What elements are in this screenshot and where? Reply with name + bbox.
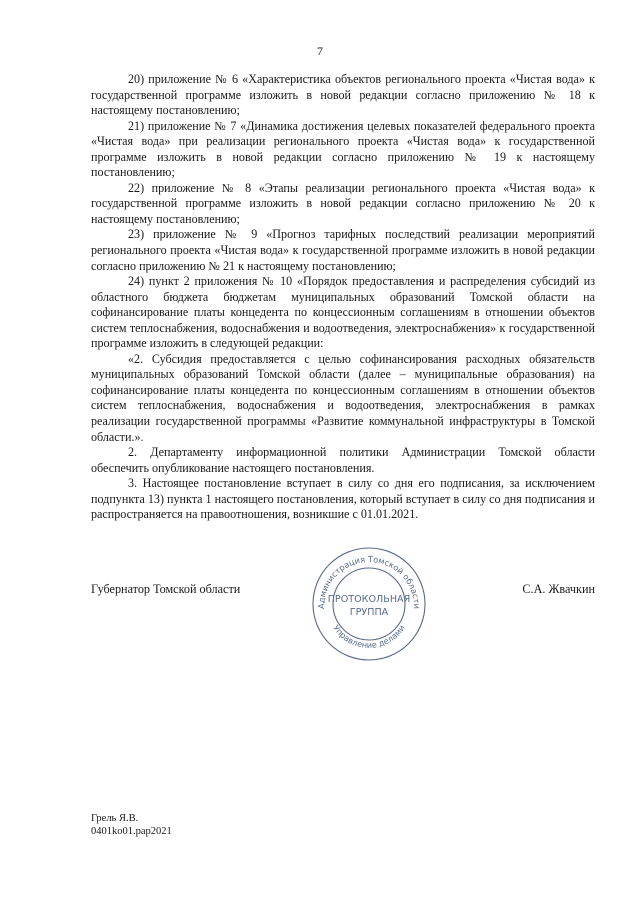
stamp-ring-bottom-text: Управление делами: [331, 622, 407, 650]
paragraph-section-2: 2. Департаменту информационной политики Администрации Томской области обеспечить опубликование настоящего постановления.: [91, 445, 595, 475]
footer-info: [91, 812, 172, 838]
official-stamp: [310, 545, 428, 663]
paragraph-item-20: 20) приложение № 6 «Характеристика объектов регионального проекта «Чистая вода» к государственной программе изложить в новой редакции согласно приложению № 18 к настоящему постановлению;: [91, 72, 595, 118]
paragraph-item-21: 21) приложение № 7 «Динамика достижения целевых показателей федерального проекта «Чистая вода» при реализации регионального проекта «Чистая вода» к государственной программе изложить в новой редакции согласно приложению № 19 к настоящему постановлению;: [91, 118, 595, 180]
signature-name: С.А. Жвачкин: [522, 582, 595, 596]
footer-file: 0401ko01.pap2021: [91, 826, 172, 837]
stamp-line-2: ГРУППА: [349, 607, 389, 618]
paragraph-quoted-subsidy: «2. Субсидия предоставляется с целью софинансирования расходных обязательств муниципальных образований Томской области (далее – муниципальные образования) на софинансирование платы концедента по концессионным соглашениям в отношении объектов систем теплоснабжения, водоснабжения и водоотведения, электроснабжения в рамках реализации государственной программы «Развитие коммунальной инфраструктуры в Томской области.».: [91, 351, 595, 444]
page-number: 7: [317, 44, 323, 58]
stamp-line-1: ПРОТОКОЛЬНАЯ: [327, 594, 411, 605]
paragraph-item-24: 24) пункт 2 приложения № 10 «Порядок предоставления и распределения субсидий из областного бюджета бюджетам муниципальных образований Томской области на софинансирование платы концедента по концессионным соглашениям в отношении объектов систем теплоснабжения, водоснабжения и водоотведения, электроснабжения» к государственной программе изложить в следующей редакции:: [91, 274, 595, 351]
paragraph-item-23: 23) приложение № 9 «Прогноз тарифных последствий реализации мероприятий регионального проекта «Чистая вода» к государственной программе изложить в новой редакции согласно приложению № 21 к настоящему постановлению;: [91, 227, 595, 273]
paragraph-item-22: 22) приложение № 8 «Этапы реализации регионального проекта «Чистая вода» к государственной программе изложить в новой редакции согласно приложению № 20 к настоящему постановлению;: [91, 180, 595, 226]
document-body: [91, 72, 595, 523]
paragraph-section-3: 3. Настоящее постановление вступает в силу со дня его подписания, за исключением подпункта 13) пункта 1 настоящего постановления, который вступает в силу со дня подписания и распространяется на правоотношения, возникшие с 01.01.2021.: [91, 476, 595, 522]
footer-author: Грель Я.В.: [91, 813, 139, 824]
stamp-ring-top-text: Администрация Томской области: [315, 553, 423, 610]
signature-position: Губернатор Томской области: [91, 582, 241, 596]
stamp-seal-icon: [310, 545, 428, 663]
